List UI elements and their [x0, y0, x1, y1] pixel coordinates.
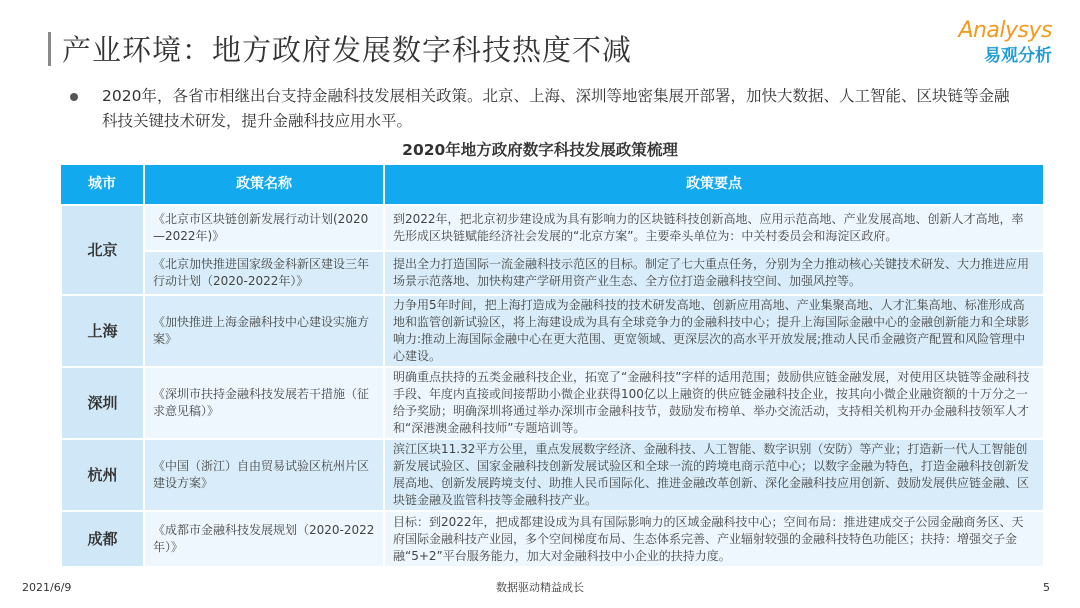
- bullet-paragraph: [70, 84, 1020, 134]
- policy-name: 《成都市金融科技发展规划（2020-2022年）》: [144, 511, 384, 567]
- policy-name: 《中国（浙江）自由贸易试验区杭州片区建设方案》: [144, 439, 384, 511]
- city-cell: 成都: [61, 511, 144, 567]
- city-cell: 北京: [61, 205, 144, 295]
- header-policy-points: 政策要点: [384, 165, 1044, 205]
- city-cell: 杭州: [61, 439, 144, 511]
- table-row: [61, 295, 1044, 367]
- policy-points: 目标：到2022年，把成都建设成为具有国际影响力的区域金融科技中心；空间布局：推进建成交子公园金融商务区、天府国际金融科技产业园，多个空间梯度布局、生态体系完善、产业辐射较强的金融科技特色功能区；扶持：增强交子金融“5+2”平台服务能力，加大对金融科技中小企业的扶持力度。: [384, 511, 1044, 567]
- title-accent-bar: [48, 32, 51, 66]
- table-header-row: [61, 165, 1044, 205]
- logo-cn: 易观分析: [984, 46, 1052, 66]
- logo: [958, 18, 1052, 66]
- policy-points: 到2022年，把北京初步建设成为具有影响力的区块链科技创新高地、应用示范高地、产业发展高地、创新人才高地，率先形成区块链赋能经济社会发展的“北京方案”。主要牵头单位为：中关村委员会和海淀区政府。: [384, 205, 1044, 251]
- bullet-icon: [70, 93, 78, 101]
- page-number: 5: [1043, 581, 1050, 594]
- policy-name: 《深圳市扶持金融科技发展若干措施（征求意见稿）》: [144, 367, 384, 439]
- policy-points: 明确重点扶持的五类金融科技企业，拓宽了“金融科技”字样的适用范围；鼓励供应链金融发展，对使用区块链等金融科技手段、年度内直接或间接帮助小微企业获得100亿以上融资的供应链金融科技企业，按其向小微企业融资额的十万分之一给予奖励；明确深圳将通过举办深圳市金融科技节，鼓励发布榜单、举办交流活动，支持相关机构开办金融科技领军人才和“深港澳金融科技师”专题培训等。: [384, 367, 1044, 439]
- footer-date: 2021/6/9: [22, 581, 72, 594]
- policy-name: 《北京加快推进国家级金科新区建设三年行动计划（2020-2022年）》: [144, 251, 384, 295]
- city-cell: 上海: [61, 295, 144, 367]
- policy-points: 力争用5年时间，把上海打造成为金融科技的技术研发高地、创新应用高地、产业集聚高地、人才汇集高地、标准形成高地和监管创新试验区，将上海建设成为具有全球竞争力的金融科技中心；提升上海国际金融中心的金融创新能力和全球影响力:推动上海国际金融中心在更大范围、更宽领域、更深层次的高水平开放发展;推动人民币金融资产配置和风险管理中心建设。: [384, 295, 1044, 367]
- policy-table: [60, 165, 1045, 568]
- table-row: [61, 367, 1044, 439]
- table-row: [61, 205, 1044, 251]
- table-row: [61, 439, 1044, 511]
- page-title: 产业环境：地方政府发展数字科技热度不减: [62, 33, 633, 67]
- policy-name: 《加快推进上海金融科技中心建设实施方案》: [144, 295, 384, 367]
- table-row: [61, 251, 1044, 295]
- policy-points: 滨江区块11.32平方公里，重点发展数字经济、金融科技、人工智能、数字识别（安防）等产业；打造新一代人工智能创新发展试验区、国家金融科技创新发展试验区和全球一流的跨境电商示范中心；以数字金融为特色，打造金融科技创新发展高地、创新发展跨境支付、助推人民币国际化、推进金融改革创新、深化金融科技应用创新、鼓励发展供应链金融、区块链金融及监管科技等金融科技产业。: [384, 439, 1044, 511]
- city-cell: 深圳: [61, 367, 144, 439]
- table-caption: 2020年地方政府数字科技发展政策梳理: [402, 141, 678, 159]
- policy-name: 《北京市区块链创新发展行动计划(2020—2022年)》: [144, 205, 384, 251]
- policy-points: 提出全力打造国际一流金融科技示范区的目标。制定了七大重点任务，分别为全力推动核心关键技术研发、大力推进应用场景示范落地、加快构建产学研用资产业生态、全方位打造金融科技空间、加强风控等。: [384, 251, 1044, 295]
- header-city: 城市: [61, 165, 144, 205]
- footer-slogan: 数据驱动精益成长: [496, 581, 584, 594]
- bullet-text: 2020年，各省市相继出台支持金融科技发展相关政策。北京、上海、深圳等地密集展开部署，加快大数据、人工智能、区块链等金融科技关键技术研发，提升金融科技应用水平。: [102, 87, 1010, 130]
- table-row: [61, 511, 1044, 567]
- logo-en: Analysys: [958, 18, 1052, 43]
- header-policy-name: 政策名称: [144, 165, 384, 205]
